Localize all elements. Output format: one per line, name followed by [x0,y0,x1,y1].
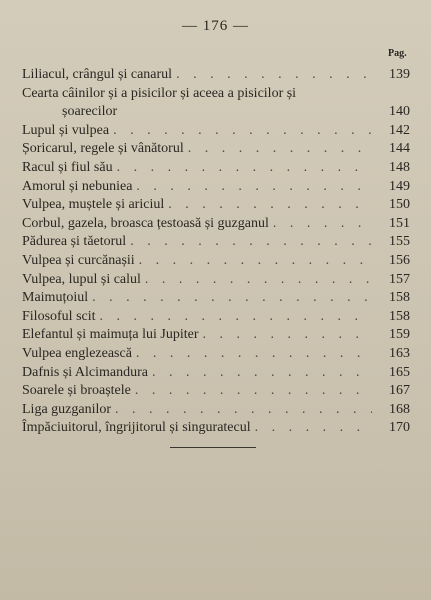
leader-dots [203,326,372,345]
toc-entry [22,364,410,383]
toc-entry-title: Corbul, gazela, broasca țestoasă și guzganul [22,215,269,231]
toc-entry-page: 157 [389,271,410,287]
leader-dots [176,66,372,85]
leader-dots [188,140,372,159]
toc-entry-page: 142 [389,122,410,138]
leader-dots [152,364,372,383]
leader-dots [136,178,372,197]
toc-entry-title: Amorul și nebuniea [22,178,133,194]
toc-entry-title: Maimuțoiul [22,290,89,306]
toc-entry-page: 158 [389,308,410,324]
toc-entry [22,401,410,420]
toc-entry-title: Dafnis și Alcimandura [22,364,148,380]
toc-entry-page: 156 [389,252,410,268]
toc-entry [22,382,410,401]
leader-dots [130,233,372,252]
closing-rule [170,447,256,448]
toc-entry [22,196,410,215]
toc-entry [22,308,410,327]
toc-entry-title: Șoricarul, regele și vânătorul [22,141,184,157]
toc-entry-page: 148 [389,159,410,175]
toc-entry-page: 170 [389,420,410,436]
toc-entry-title: Pădurea și tăetorul [22,234,127,250]
leader-dots [168,196,372,215]
toc-entry-title: Vulpea, lupul și calul [22,271,141,287]
toc-entry-page: 150 [389,197,410,213]
toc-entry-title: Lupul și vulpea [22,122,110,138]
toc-entry-page: 158 [389,290,410,306]
leader-dots [115,401,372,420]
toc-entry-page: 140 [389,104,410,120]
toc-entry [22,252,410,271]
toc-entry-title: Filosoful scit [22,308,96,324]
toc-entry-title: Vulpea englezească [22,345,132,361]
toc-entry-page: 144 [389,141,410,157]
toc-entry [22,419,410,438]
page-number: — 176 — [182,18,249,34]
toc-entry-page: 149 [389,178,410,194]
toc-entry [22,271,410,290]
toc-entry-title: Soarele și broaștele [22,383,131,399]
toc-entry [22,345,410,364]
leader-dots [273,215,372,234]
leader-dots [145,271,372,290]
leader-dots [135,382,372,401]
leader-dots [100,308,372,327]
toc-entry-title: Vulpea, muștele și ariciul [22,197,165,213]
leader-dots [255,419,372,438]
leader-dots [117,159,372,178]
toc-entry [22,85,410,122]
toc-entry-page: 168 [389,401,410,417]
toc-entry [22,122,410,141]
toc-entry [22,289,410,308]
toc-entry-title: Vulpea și curcănașii [22,252,135,268]
leader-dots [139,252,372,271]
toc-entry-page: 165 [389,364,410,380]
leader-dots [92,289,372,308]
toc-entry-title: Elefantul și maimuța lui Jupiter [22,327,199,343]
toc-entry [22,159,410,178]
toc-entry [22,178,410,197]
toc-entry-title-continued: șoarecilor [62,104,118,120]
toc-entry-title: Racul și fiul său [22,159,113,175]
page-column-label: Pag. [388,48,407,59]
toc-entry-page: 155 [389,234,410,250]
toc-entry [22,66,410,85]
toc-entry-title: Împăciuitorul, îngrijitorul și singuratecul [22,420,251,436]
toc-entry-page: 159 [389,327,410,343]
leader-dots [136,345,372,364]
toc-entry [22,140,410,159]
toc-entry-page: 167 [389,383,410,399]
leader-dots [113,122,372,141]
toc-entry [22,233,410,252]
toc-entry-title: Liliacul, crângul și canarul [22,67,173,82]
toc-entry-page: 163 [389,345,410,361]
toc-entry-title: Liga guzganilor [22,401,112,417]
toc-entry [22,326,410,345]
table-of-contents [22,66,410,438]
toc-entry-page: 151 [389,215,410,231]
toc-entry-page: 139 [389,67,410,82]
toc-entry-title: Cearta câinilor și a pisicilor și aceea a pisicilor și [22,85,297,101]
toc-entry [22,215,410,234]
